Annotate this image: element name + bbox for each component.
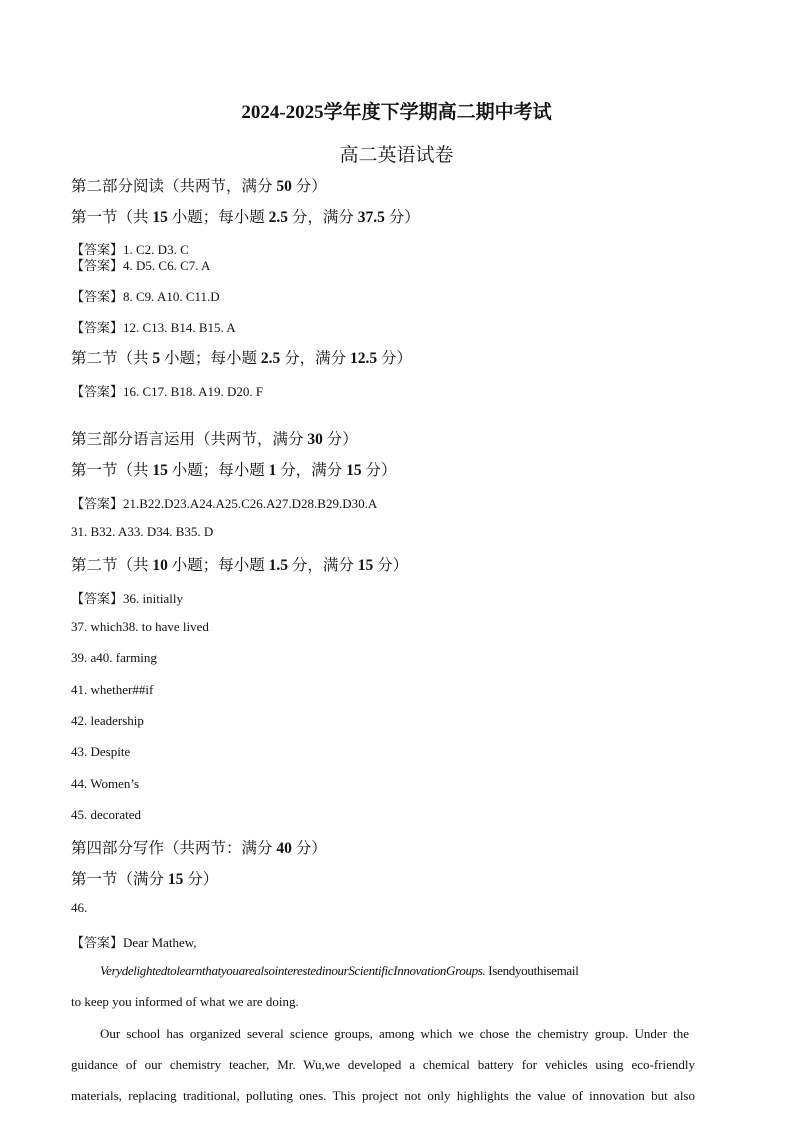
part4-heading: 第四部分写作（共两节：满分 40 分） <box>71 840 327 857</box>
essay-paragraph-1-line-1: VerydelightedtolearnthatyouarealsointerestedinourScientificInnovationGroups. Isendyouthisemail <box>100 963 579 978</box>
answer-line: 37. which38. to have lived <box>71 619 209 634</box>
answer-line: 【答案】16. C17. B18. A19. D20. F <box>71 384 264 400</box>
part4-section1-heading: 第一节（满分 15 分） <box>71 871 219 888</box>
part2-heading: 第二部分阅读（共两节，满分 50 分） <box>71 178 327 195</box>
part2-section1-heading: 第一节（共 15 小题；每小题 2.5 分，满分 37.5 分） <box>71 209 420 226</box>
answer-line: 42. leadership <box>71 713 144 728</box>
part3-section1-heading: 第一节（共 15 小题；每小题 1 分，满分 15 分） <box>71 462 397 479</box>
answer-line: 31. B32. A33. D34. B35. D <box>71 524 214 539</box>
answer-line: 【答案】36. initially <box>71 591 183 607</box>
question-number: 46. <box>71 900 88 915</box>
answer-line: 【答案】4. D5. C6. C7. A <box>71 258 211 274</box>
answer-line: 39. a40. farming <box>71 650 157 665</box>
essay-paragraph-2-line-3: materials, replacing traditional, polluting ones. This project not only highlights the value of innovation but also <box>71 1088 695 1103</box>
answer-line: 45. decorated <box>71 807 142 822</box>
essay-salutation: 【答案】Dear Mathew, <box>71 935 197 951</box>
essay-paragraph-1-line-2: to keep you informed of what we are doing. <box>71 994 299 1009</box>
essay-paragraph-2-line-1: Our school has organized several science groups, among which we chose the chemistry group. Under the <box>100 1026 689 1041</box>
answer-line: 【答案】12. C13. B14. B15. A <box>71 320 236 336</box>
answer-line: 44. Women’s <box>71 776 140 791</box>
part3-section2-heading: 第二节（共 10 小题；每小题 1.5 分，满分 15 分） <box>71 557 409 574</box>
document-subtitle: 高二英语试卷 <box>339 145 454 166</box>
answer-line: 【答案】21.B22.D23.A24.A25.C26.A27.D28.B29.D30.A <box>71 496 378 512</box>
answer-line: 【答案】8. C9. A10. C11.D <box>71 289 220 305</box>
answer-line: 41. whether##if <box>71 682 154 697</box>
part2-section2-heading: 第二节（共 5 小题；每小题 2.5 分，满分 12.5 分） <box>71 350 413 367</box>
essay-paragraph-2-line-2: guidance of our chemistry teacher, Mr. Wu,we developed a chemical battery for vehicles using eco-friendly <box>71 1057 695 1072</box>
document-title: 2024-2025学年度下学期高二期中考试 <box>241 102 552 123</box>
answer-line: 【答案】1. C2. D3. C <box>71 242 189 258</box>
part3-heading: 第三部分语言运用（共两节，满分 30 分） <box>71 431 358 448</box>
answer-line: 43. Despite <box>71 744 131 759</box>
